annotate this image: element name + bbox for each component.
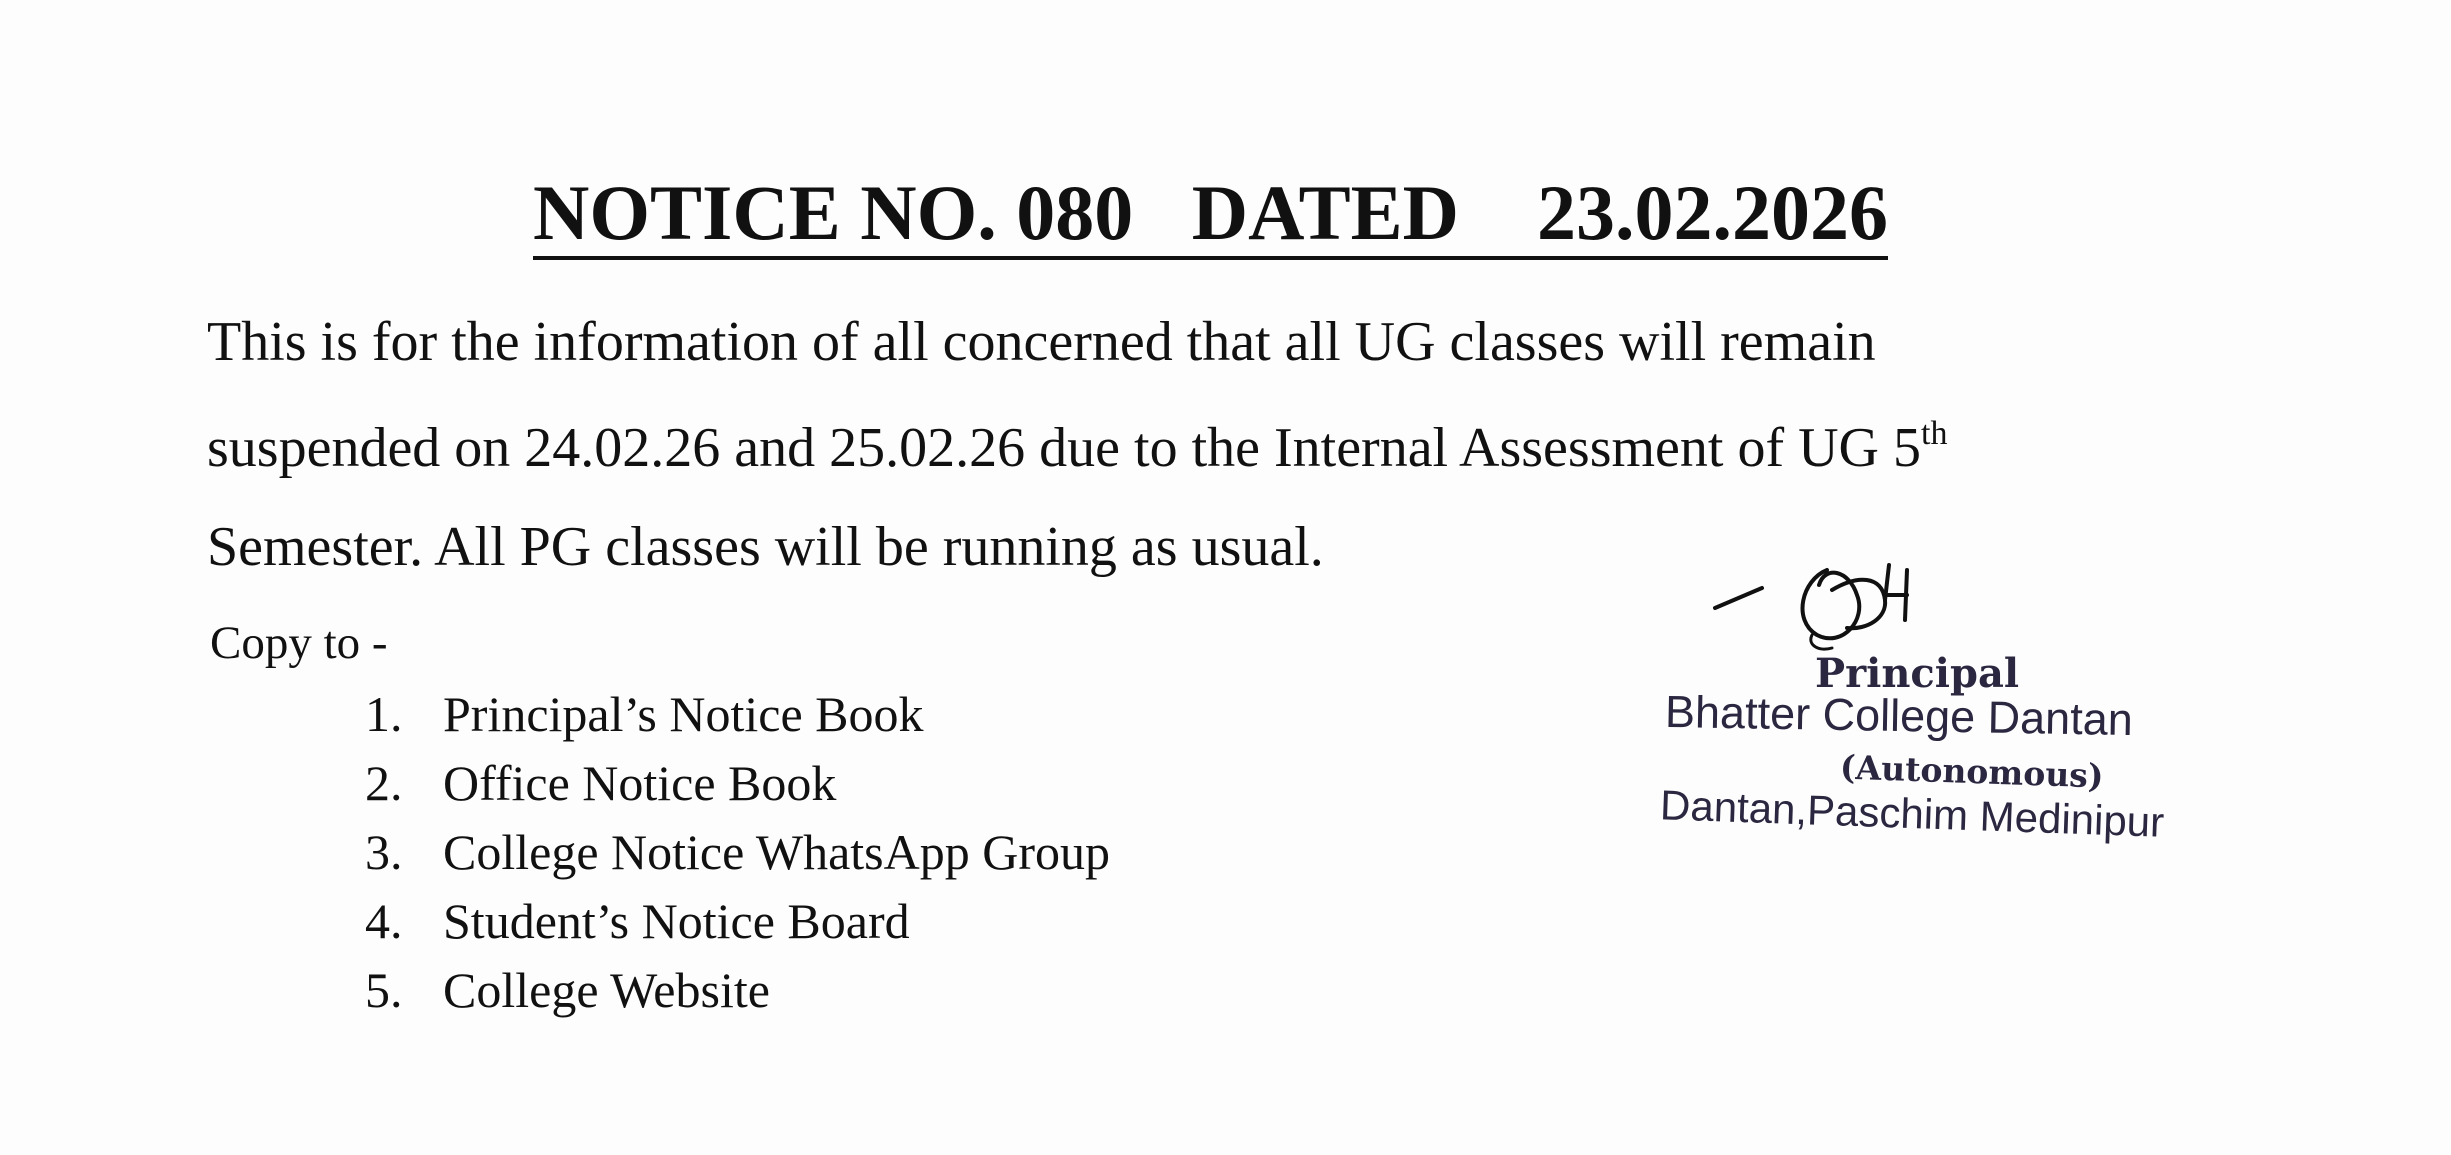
stamp-title: Principal xyxy=(1815,650,2020,697)
copy-to-label: Copy to - xyxy=(210,617,388,669)
copy-to-list xyxy=(365,680,1110,1025)
notice-date: 23.02.2026 xyxy=(1536,169,1888,256)
list-item: 1. Principal’s Notice Book xyxy=(365,686,924,742)
notice-body-line-2-text: suspended on 24.02.26 and 25.02.26 due to the Internal Assessment of UG 5 xyxy=(207,417,1921,479)
principal-stamp xyxy=(1645,540,2205,860)
stamp-place: Dantan,Paschim Medinipur xyxy=(1659,781,2165,846)
stamp-status: (Autonomous) xyxy=(1839,747,2105,796)
signature-icon xyxy=(1707,540,2007,660)
notice-dated-label: DATED xyxy=(1191,169,1459,256)
notice-body-line-3: Semester. All PG classes will be running as usual. xyxy=(207,516,1324,578)
superscript-th: th xyxy=(1921,415,1948,452)
notice-heading-underline xyxy=(533,169,1888,260)
list-item: 3. College Notice WhatsApp Group xyxy=(365,824,1110,880)
notice-body-line-1: This is for the information of all concerned that all UG classes will remain xyxy=(207,311,1876,373)
notice-number: NOTICE NO. 080 xyxy=(533,169,1134,256)
notice-heading xyxy=(0,168,2451,260)
list-item: 4. Student’s Notice Board xyxy=(365,893,910,949)
list-item: 2. Office Notice Book xyxy=(365,755,837,811)
list-item: 5. College Website xyxy=(365,962,770,1018)
stamp-college-name: Bhatter College Dantan xyxy=(1664,685,2134,746)
notice-body-line-2 xyxy=(207,415,1947,480)
